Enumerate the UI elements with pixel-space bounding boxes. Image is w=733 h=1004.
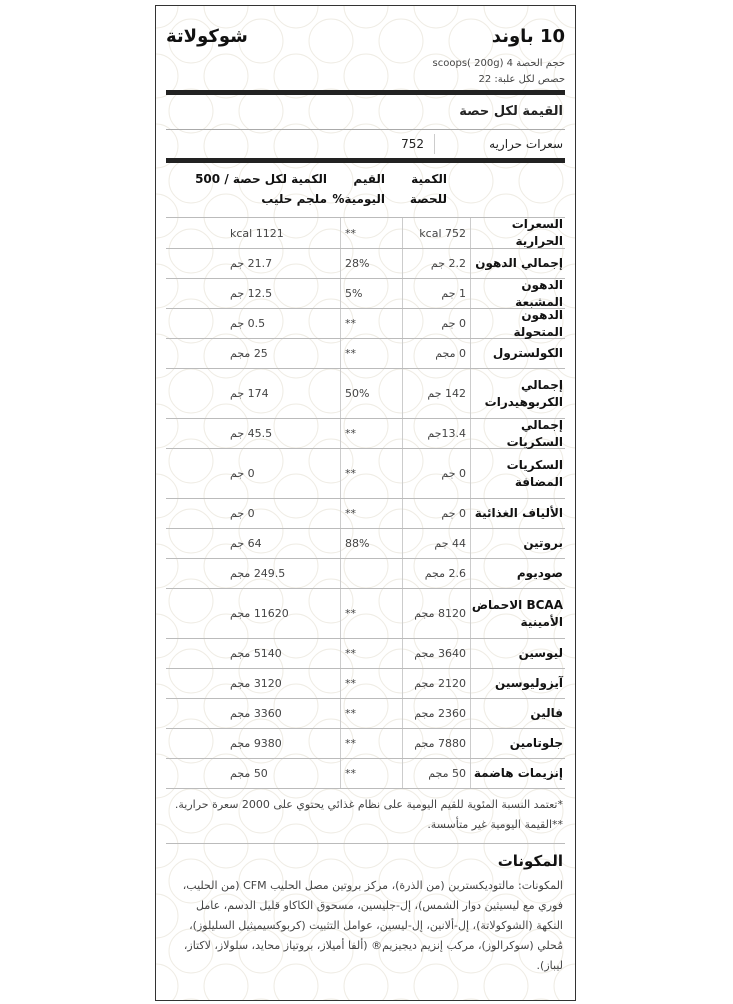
nutrient-qty: 2.6 مجم bbox=[403, 559, 471, 588]
table-row bbox=[166, 499, 565, 529]
product-size-title: 10 باوند bbox=[491, 26, 565, 47]
nutrient-name: إجمالي السكريات bbox=[506, 417, 563, 449]
table-row bbox=[166, 339, 565, 369]
nutrient-name: BCAA الاحماض الأمينية bbox=[471, 597, 563, 629]
nutrient-daily-value: 88% bbox=[341, 529, 403, 558]
nutrient-qty: 2.2 جم bbox=[403, 249, 471, 278]
table-row bbox=[166, 529, 565, 559]
nutrient-with-milk: 64 جم bbox=[166, 529, 341, 558]
nutrient-qty: 752 kcal bbox=[403, 218, 471, 248]
nutrient-daily-value: 5% bbox=[341, 279, 403, 308]
table-column-headers bbox=[166, 163, 565, 218]
nutrient-qty: 2120 مجم bbox=[403, 669, 471, 698]
table-row bbox=[166, 419, 565, 449]
nutrient-with-milk: 0.5 جم bbox=[166, 309, 341, 338]
nutrient-with-milk: 12.5 جم bbox=[166, 279, 341, 308]
nutrient-name: إجمالي الكربوهيدرات bbox=[484, 377, 563, 409]
nutrient-name: إنزيمات هاضمة bbox=[473, 766, 563, 780]
nutrition-facts-panel bbox=[155, 5, 576, 1001]
table-row bbox=[166, 449, 565, 499]
per-serving-calories bbox=[166, 130, 565, 158]
nutrient-with-milk: 11620 مجم bbox=[166, 589, 341, 638]
nutrient-with-milk: 21.7 جم bbox=[166, 249, 341, 278]
serving-size: حجم الحصة 4 (scoops( 200g bbox=[432, 58, 565, 69]
nutrient-with-milk: 0 جم bbox=[166, 449, 341, 498]
table-row bbox=[166, 559, 565, 589]
table-row bbox=[166, 759, 565, 789]
nutrient-qty: 0 جم bbox=[403, 499, 471, 528]
nutrient-daily-value: ** bbox=[341, 639, 403, 668]
nutrient-qty: 1 جم bbox=[403, 279, 471, 308]
nutrient-name: آيزوليوسين bbox=[495, 676, 563, 690]
flavor-title: شوكولاتة bbox=[166, 26, 248, 47]
nutrient-with-milk: 50 مجم bbox=[166, 759, 341, 788]
nutrient-daily-value: ** bbox=[341, 669, 403, 698]
nutrient-daily-value: 28% bbox=[341, 249, 403, 278]
nutrient-qty: 0 مجم bbox=[403, 339, 471, 368]
table-row bbox=[166, 249, 565, 279]
nutrient-with-milk: 249.5 مجم bbox=[166, 559, 341, 588]
calories-label: سعرات حراريه bbox=[489, 137, 563, 151]
nutrient-with-milk: 45.5 جم bbox=[166, 419, 341, 448]
nutrient-with-milk: 9380 مجم bbox=[166, 729, 341, 758]
nutrient-with-milk: 25 مجم bbox=[166, 339, 341, 368]
nutrient-name: إجمالي الدهون bbox=[475, 256, 563, 270]
nutrient-with-milk: 1121 kcal bbox=[166, 218, 341, 248]
nutrient-with-milk: 3360 مجم bbox=[166, 699, 341, 728]
table-row bbox=[166, 218, 565, 249]
nutrient-daily-value bbox=[341, 559, 403, 588]
calories-value: 752 bbox=[401, 134, 435, 154]
nutrient-name: الدهون المشبعة bbox=[515, 277, 563, 309]
nutrient-qty: 13.4جم bbox=[403, 419, 471, 448]
nutrient-name: فالين bbox=[530, 706, 563, 720]
nutrient-name: بروتين bbox=[523, 536, 563, 550]
nutrient-qty: 8120 مجم bbox=[403, 589, 471, 638]
nutrient-with-milk: 3120 مجم bbox=[166, 669, 341, 698]
nutrient-with-milk: 174 جم bbox=[166, 369, 341, 418]
column-header-with-milk: الكمية لكل حصة / 500 ملجم حليب bbox=[195, 172, 327, 206]
per-serving-heading: القيمة لكل حصة bbox=[166, 95, 565, 130]
nutrient-name: صوديوم bbox=[516, 566, 563, 580]
nutrient-qty: 2360 مجم bbox=[403, 699, 471, 728]
column-header-qty: الكمية للحصة bbox=[409, 172, 447, 206]
nutrient-qty: 50 مجم bbox=[403, 759, 471, 788]
table-row bbox=[166, 639, 565, 669]
table-row bbox=[166, 589, 565, 639]
nutrient-daily-value: ** bbox=[341, 218, 403, 248]
servings-per-container: حصص لكل علبة: 22 bbox=[478, 74, 565, 85]
nutrient-name: الكولسترول bbox=[492, 346, 563, 360]
nutrient-name: ليوسين bbox=[518, 646, 563, 660]
table-row bbox=[166, 369, 565, 419]
ingredients-text: المكونات: مالتوديكستربن (من الذرة)، مركز بروتين مصل الحليب CFM (من الحليب، فوري مع ليسيثين دوار الشمس)، إل-جليسين، مسحوق الكاكاو قليل الدسم، عامل النكهة (الشوكولاتة)، إل-ألانين، إل-ليسين، عوامل التثبيت (كربوكسيميثيل السليلوز)، مُحلي (سوكرالوز)، مركب إنزيم ديجيزيم® (ألفا أميلاز، بروتياز محايد، سلولاز، لاكتاز، ليباز). bbox=[182, 879, 563, 972]
nutrient-qty: 142 جم bbox=[403, 369, 471, 418]
nutrient-qty: 44 جم bbox=[403, 529, 471, 558]
nutrient-daily-value: ** bbox=[341, 729, 403, 758]
nutrient-daily-value: ** bbox=[341, 449, 403, 498]
nutrient-daily-value: ** bbox=[341, 699, 403, 728]
nutrient-name: السعرات الحرارية bbox=[511, 217, 563, 248]
nutrient-daily-value: ** bbox=[341, 339, 403, 368]
table-row bbox=[166, 729, 565, 759]
nutrient-daily-value: ** bbox=[341, 309, 403, 338]
label-header bbox=[166, 6, 565, 90]
nutrient-with-milk: 0 جم bbox=[166, 499, 341, 528]
nutrient-name: الألياف الغذائية bbox=[474, 506, 563, 520]
table-row bbox=[166, 279, 565, 309]
nutrient-daily-value: ** bbox=[341, 419, 403, 448]
nutrient-qty: 0 جم bbox=[403, 309, 471, 338]
table-row bbox=[166, 699, 565, 729]
column-header-daily-value: القيم اليومية% bbox=[332, 172, 385, 206]
nutrient-name: جلوتامين bbox=[509, 736, 563, 750]
nutrient-qty: 7880 مجم bbox=[403, 729, 471, 758]
table-row bbox=[166, 669, 565, 699]
nutrient-name: الدهون المتحولة bbox=[513, 307, 563, 339]
nutrient-daily-value: ** bbox=[341, 759, 403, 788]
ingredients-title: المكونات bbox=[497, 852, 563, 870]
nutrient-daily-value: ** bbox=[341, 499, 403, 528]
nutrient-daily-value: 50% bbox=[341, 369, 403, 418]
nutrient-with-milk: 5140 مجم bbox=[166, 639, 341, 668]
nutrient-qty: 3640 مجم bbox=[403, 639, 471, 668]
nutrient-daily-value: ** bbox=[341, 589, 403, 638]
table-row bbox=[166, 309, 565, 339]
nutrient-qty: 0 جم bbox=[403, 449, 471, 498]
daily-value-footnote: *تعتمد النسبة المئوية للقيم اليومية على نظام غذائي يحتوي على 2000 سعرة حرارية. **القيمة اليومية غير متأسسة. bbox=[166, 789, 565, 844]
nutrient-name: السكريات المضافة bbox=[506, 457, 563, 489]
